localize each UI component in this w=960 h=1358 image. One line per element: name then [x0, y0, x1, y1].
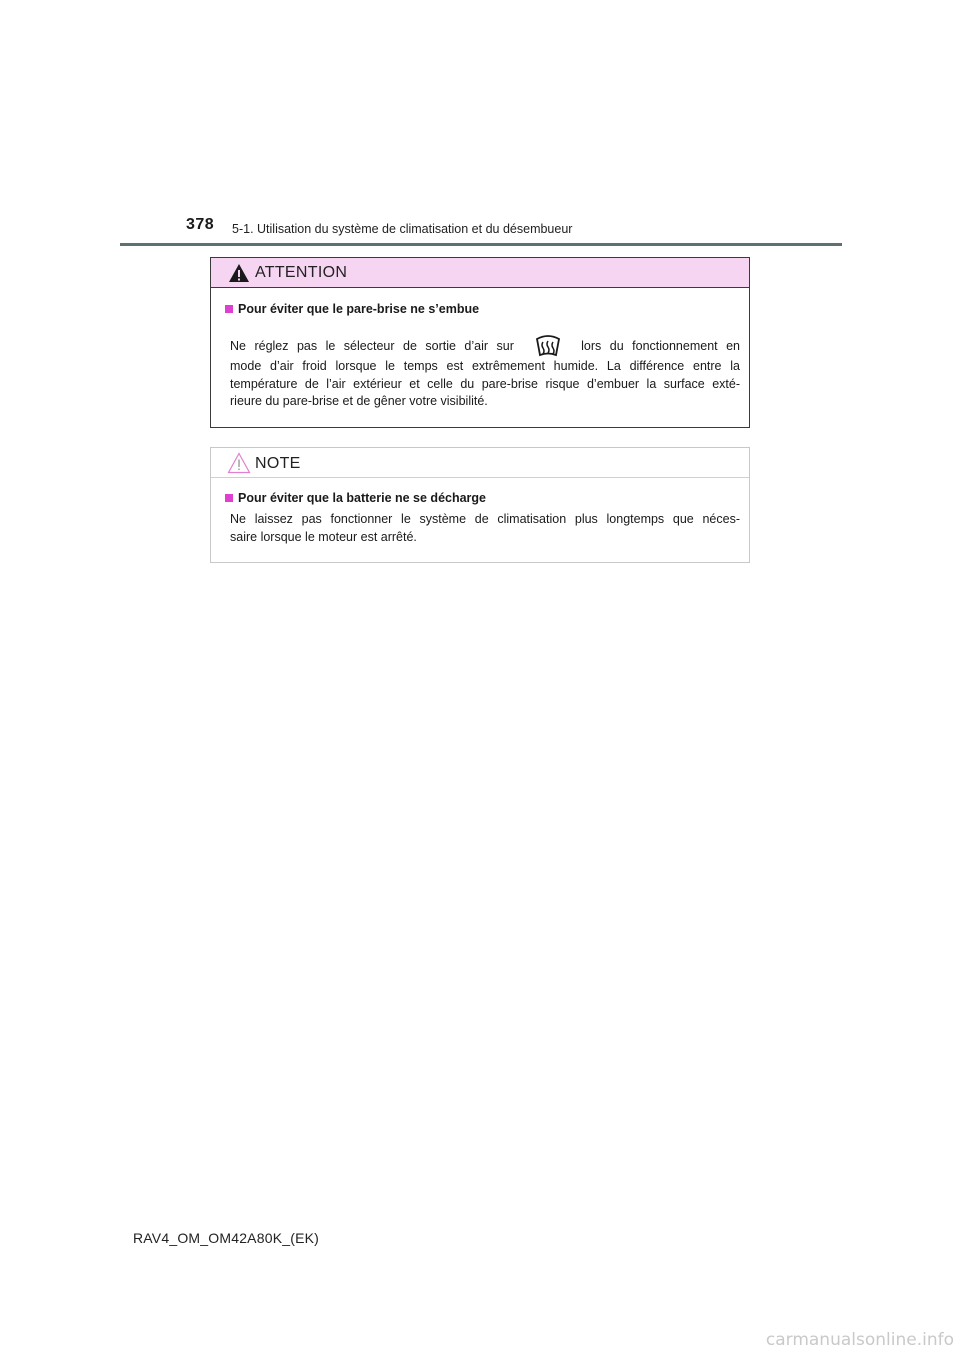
caution-outline-icon — [227, 452, 251, 474]
watermark: carmanualsonline.info — [765, 1330, 954, 1350]
attention-item-title-text: Pour éviter que le pare-brise ne s’embue — [238, 302, 480, 316]
attention-text-after-icon: lors du fonctionnement en — [581, 339, 740, 353]
note-item-title-text: Pour éviter que la batterie ne se décharge — [238, 491, 487, 505]
attention-first-line — [230, 334, 740, 358]
attention-item-title — [225, 302, 479, 316]
note-box — [210, 447, 750, 563]
note-line-2: saire lorsque le moteur est arrêté. — [230, 529, 417, 544]
note-line-1: Ne laissez pas fonctionner le système de climatisation plus longtemps que néces- — [230, 512, 740, 526]
attention-header — [211, 258, 749, 288]
attention-paragraph — [230, 358, 740, 411]
attention-line-4: rieure du pare-brise et de gêner votre visibilité. — [230, 394, 488, 408]
warning-icon — [228, 263, 250, 283]
section-title: 5-1. Utilisation du système de climatisation et du désembueur — [232, 222, 573, 236]
attention-line-2: mode d’air froid lorsque le temps est extrêmement humide. La différence entre la — [230, 359, 740, 373]
page-number: 378 — [186, 216, 215, 233]
attention-text-before-icon: Ne réglez pas le sélecteur de sortie d’air sur — [230, 339, 514, 353]
attention-line-3: température de l’air extérieur et celle du pare-brise risque d’embuer la surface exté- — [230, 376, 740, 391]
attention-box — [210, 257, 750, 428]
note-label: NOTE — [255, 455, 301, 472]
attention-label: ATTENTION — [255, 264, 348, 281]
bullet-square — [225, 494, 233, 502]
windshield-defog-icon — [535, 334, 561, 358]
note-paragraph — [230, 511, 740, 546]
note-header — [211, 448, 749, 478]
footer-doc-code: RAV4_OM_OM42A80K_(EK) — [133, 1230, 320, 1246]
bullet-square — [225, 305, 233, 313]
header-rule — [120, 243, 842, 246]
note-item-title — [225, 491, 486, 505]
